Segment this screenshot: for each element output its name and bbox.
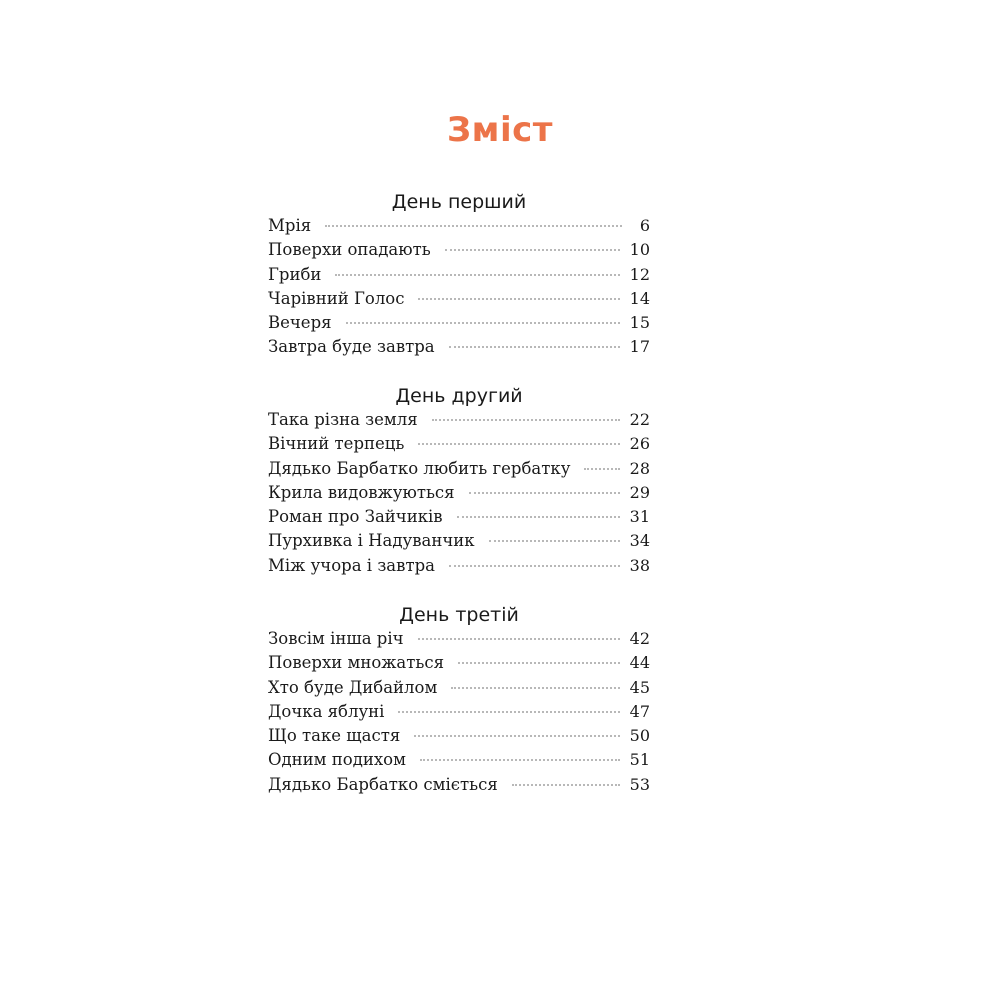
toc-section-day-two (268, 383, 650, 580)
toc-entry-page-number: 26 (629, 434, 650, 454)
toc-entry-title: Крила видовжуються (268, 482, 455, 502)
toc-entry-title: Що таке щастя (268, 726, 401, 746)
dot-leader (418, 637, 620, 640)
dot-leader (414, 734, 619, 737)
toc-entry-page-number: 10 (629, 240, 650, 260)
toc-entry-page-number: 29 (629, 482, 650, 502)
toc-entry[interactable] (268, 678, 650, 702)
toc-entry[interactable] (268, 483, 650, 507)
toc-entry[interactable] (268, 629, 650, 653)
dot-leader (458, 661, 620, 664)
toc-entry-page-number: 14 (629, 288, 650, 308)
toc-entry-title: Зовсім інша річ (268, 629, 404, 648)
toc-entry-title: Пурхивка і Надуванчик (268, 531, 475, 551)
dot-leader (584, 467, 619, 470)
toc-entry[interactable] (268, 459, 650, 483)
toc-entry-title: Дядько Барбатко сміється (268, 774, 498, 794)
section-heading: День третій (399, 604, 519, 626)
toc-entry[interactable] (268, 313, 650, 337)
toc-entry-page-number: 44 (629, 653, 650, 673)
dot-leader (449, 564, 620, 567)
toc-entry[interactable] (268, 240, 650, 264)
toc-entry[interactable] (268, 507, 650, 531)
toc-entry-title: Вечеря (268, 313, 332, 333)
toc-entry-page-number: 53 (629, 774, 650, 794)
toc-entry-page-number: 28 (629, 458, 650, 478)
toc-entry[interactable] (268, 702, 650, 726)
dot-leader (469, 491, 620, 494)
toc-entry-page-number: 50 (629, 726, 650, 746)
toc-entry[interactable] (268, 265, 650, 289)
toc-entry[interactable] (268, 775, 650, 799)
toc-entry-page-number: 15 (629, 313, 650, 333)
dot-leader (445, 248, 620, 251)
dot-leader (449, 345, 620, 348)
dot-leader (457, 515, 620, 518)
toc-entry[interactable] (268, 216, 650, 240)
toc-entry-title: Така різна земля (268, 410, 418, 429)
toc-entry[interactable] (268, 410, 650, 434)
dot-leader (489, 539, 620, 542)
toc-entry-title: Поверхи опадають (268, 240, 431, 260)
section-heading: День другий (395, 385, 523, 407)
toc-entry[interactable] (268, 289, 650, 313)
toc-entry[interactable] (268, 434, 650, 458)
toc-entry-title: Завтра буде завтра (268, 337, 435, 357)
toc-entry-title: Одним подихом (268, 750, 406, 770)
toc-entry-page-number: 22 (629, 410, 650, 429)
dot-leader (398, 710, 619, 713)
toc-entry[interactable] (268, 556, 650, 580)
toc-entry[interactable] (268, 653, 650, 677)
dot-leader (346, 321, 620, 324)
page-title: Зміст (447, 110, 553, 150)
toc-entry-title: Чарівний Голос (268, 288, 405, 308)
toc-list (268, 629, 650, 799)
section-heading: День перший (391, 191, 527, 213)
dot-leader (420, 758, 620, 761)
toc-entry-title: Поверхи множаться (268, 653, 445, 673)
toc-entry-page-number: 34 (629, 531, 650, 551)
toc-entry-title: Вічний терпець (268, 434, 405, 454)
toc-section-day-one (268, 189, 650, 362)
toc-entry-page-number: 12 (629, 264, 650, 284)
dot-leader (335, 273, 619, 276)
toc-entry-page-number: 17 (629, 337, 650, 357)
toc-entry[interactable] (268, 531, 650, 555)
toc-entry-page-number: 47 (629, 701, 650, 721)
dot-leader (432, 418, 620, 421)
toc-entry-title: Дядько Барбатко любить гербатку (268, 458, 571, 478)
dot-leader (418, 297, 619, 300)
toc-entry[interactable] (268, 750, 650, 774)
toc-section-day-three (268, 602, 650, 799)
toc-entry[interactable] (268, 337, 650, 361)
toc-entry-title: Роман про Зайчиків (268, 507, 443, 527)
toc-entry-title: Дочка яблуні (268, 701, 385, 721)
toc-entry-page-number: 45 (629, 677, 650, 697)
toc-list (268, 410, 650, 580)
toc-entry-page-number: 38 (629, 555, 650, 575)
toc-entry-title: Мрія (268, 216, 312, 235)
toc-entry-page-number: 31 (629, 507, 650, 527)
toc-entry-title: Хто буде Дибайлом (268, 677, 438, 697)
dot-leader (512, 783, 620, 786)
toc-entry-title: Між учора і завтра (268, 555, 435, 575)
toc-entry-title: Гриби (268, 264, 322, 284)
toc-entry-page-number: 42 (629, 629, 650, 648)
dot-leader (325, 224, 622, 227)
toc-list (268, 216, 650, 362)
toc-entry-page-number: 6 (639, 216, 650, 235)
dot-leader (451, 686, 619, 689)
dot-leader (418, 442, 619, 445)
toc-entry[interactable] (268, 726, 650, 750)
toc-entry-page-number: 51 (629, 750, 650, 770)
